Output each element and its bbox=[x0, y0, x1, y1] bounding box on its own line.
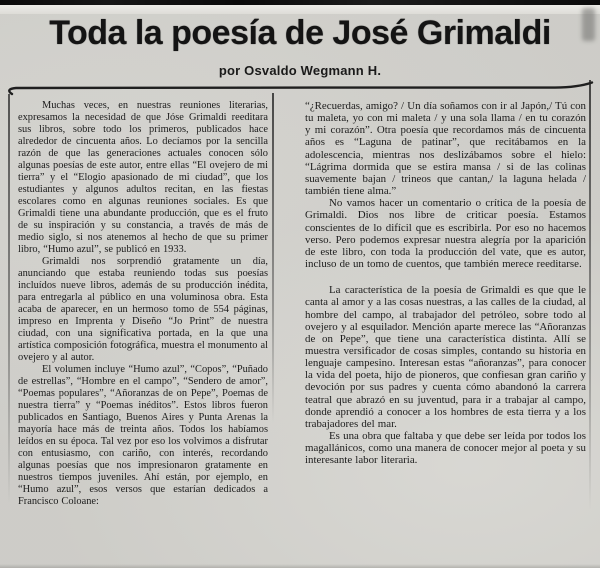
article-header bbox=[0, 14, 600, 78]
paragraph: La característica de la poesía de Grimaldi es que que le canta al amor y a las cosas nuestras, a las calles de la ciudad, al hombre del campo, al trabajador del petróleo, sobre todo al ovejero y al esquilador. Mención aparte merece las “Añoranzas de on Pepe”, que tiene una característica distinta. Allí se muestra versificador de cosas simples, contando su historia en lenguaje campesino. Interesan estas “añoranzas”, para conocer la vida del poeta, hijo de pioneros, que confiesan gran cariño y devoción por sus padres y cuenta cómo abandonó la carrera teatral que abrazó en su juventud, para ir a trabajar al campo, donde aprendió a conocer a los hombres de esta tierra y a los trabajadores del mar. bbox=[305, 284, 586, 430]
paragraph: No vamos hacer un comentario o crítica de la poesía de Grimaldi. Dios nos libre de criticar poesía. Estamos conscientes de lo difícil que es escribirla. Por eso no hacemos verso. Pero podemos expresar nuestra alegría por la aparición de este libro, con toda la producción del vate, que es autor, incluso de un tomo de cuentos, que también merece reeditarse. bbox=[305, 197, 586, 271]
scan-border-left bbox=[8, 94, 10, 504]
paragraph: “¿Recuerdas, amigo? / Un día soñamos con ir al Japón,/ Tú con tu maleta, yo con mi maleta / y una sola llama / en tu corazón y mi corazón”. Otra poesía que recordamos más de cincuenta años es “Laguna de patinar”, que recitábamos en la adolescencia, mientras nos deslizábamos sobre el hielo: “Lágrima dormida que se estira mansa / si de las colinas suavemente bajan / trineos que cantan,/ la laguna helada / también tiene alma.” bbox=[305, 100, 586, 198]
paragraph: El volumen incluye “Humo azul”, “Copos”, “Puñado de estrellas”, “Hombre en el campo”, “Sendero de amor”, “Poemas populares”, “Añoranzas de on Pepe”, Poemas de nuestra tierra” y “Poemas inéditos”. Estos libros fueron publicados en Santiago, Buenos Aires y Punta Arenas la mayoría hace más de treinta años. Todos los habíamos leídos en su época. Tal vez por eso los volvimos a disfrutar con entusiasmo, con cariño, con interés, recordando algunas poesías que nos impresionaron gratamente en nuestros tiempos juveniles. Ahí están, por ejemplo, en “Humo azul”, esos versos que estarían dedicados a Francisco Coloane: bbox=[18, 364, 268, 507]
scan-margin-band bbox=[0, 5, 600, 14]
header-rule bbox=[0, 80, 600, 96]
article-column-right bbox=[305, 100, 586, 467]
scan-border-right bbox=[589, 80, 591, 510]
byline: por Osvaldo Wegmann H. bbox=[218, 63, 382, 78]
article-column-left bbox=[18, 100, 268, 508]
paragraph: Es una obra que faltaba y que debe ser leída por todos los magallánicos, como una manera de conocer mejor al poeta y su interesante labor literaria. bbox=[305, 430, 586, 467]
page-title: Toda la poesía de José Grimaldi bbox=[49, 14, 551, 52]
paragraph: Muchas veces, en nuestras reuniones literarias, expresamos la necesidad de que Jóse Grimaldi reeditara sus libros, sobre todo los primeros, publicados hace alrededor de cincuenta años. Lo decíamos por la sencilla razón de que las generaciones actuales conocen sólo algunas poesías de este autor, entre ellas “El ovejero de mi tierra” y el “Elogio apasionado de mi ciudad”, que los estudiantes y algunos adultos recitan, en las fiestas escolares como en algunas reuniones sociales. Es que Grimaldi tiene una abundante producción, que es el fruto de su inspiración y su constancia, a través de más de medio siglo, si nos atenemos al hecho de que su primer libro, “Humo azul”, se publicó en 1933. bbox=[18, 100, 268, 255]
column-divider bbox=[272, 93, 274, 423]
paragraph: Grimaldi nos sorprendió gratamente un día, anunciando que estaba reuniendo todas sus poesías incluídos nueve libros, además de su producción inédita, para entregarla al público en una voluminosa obra. Esta acaba de aparecer, en un hermoso tomo de 554 páginas, impreso en Imprenta y Diseño “Jo Print” de nuestra ciudad, con una significativa portada, en la que una artística composición fotográfica, muestra el monumento al ovejero y al autor. bbox=[18, 256, 268, 363]
scan-edge-bottom bbox=[0, 564, 600, 568]
